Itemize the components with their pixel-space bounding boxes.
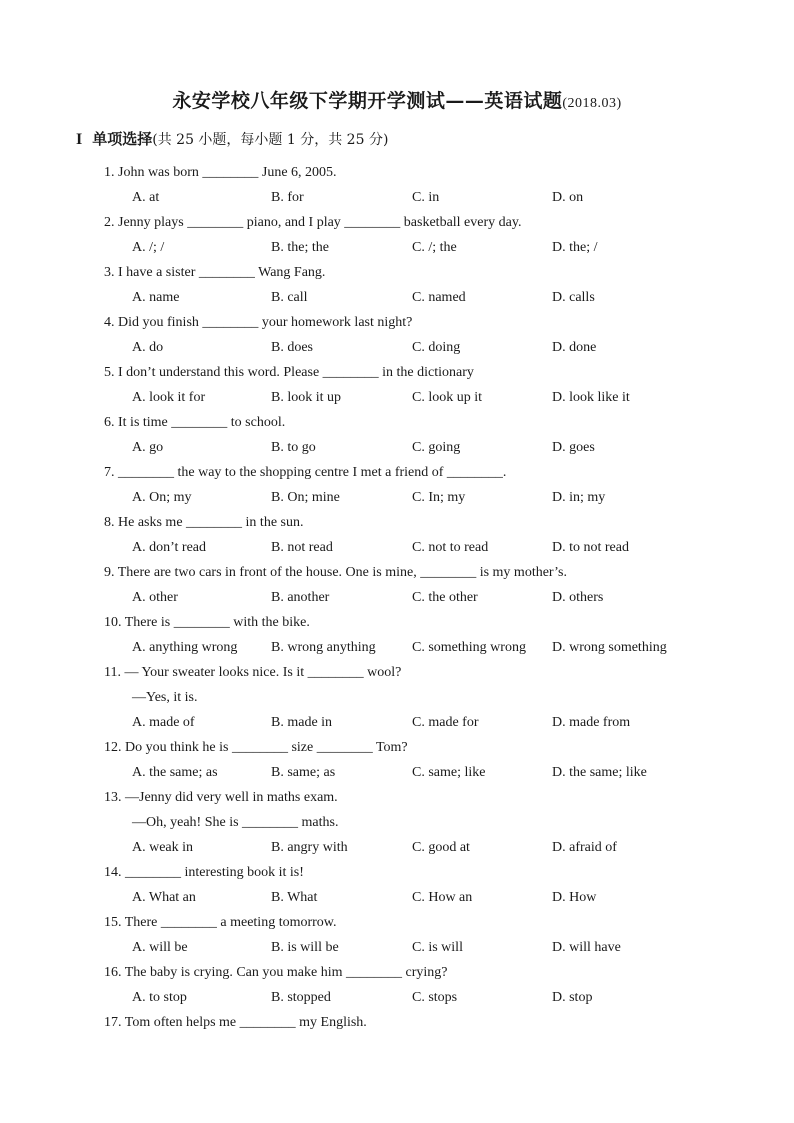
answer-option: A. the same; as <box>132 765 218 780</box>
answer-option: A. don’t read <box>132 540 206 555</box>
question-item <box>104 460 724 510</box>
question-item <box>104 960 724 1010</box>
answer-option: C. something wrong <box>412 640 526 655</box>
question-item <box>104 785 724 860</box>
section-note: (共 25 小题，每小题 1 分，共 25 分) <box>152 132 389 148</box>
answer-option: D. wrong something <box>552 640 667 655</box>
answer-option: A. made of <box>132 715 195 730</box>
question-stem: 5. I don’t understand this word. Please ________ in the dictionary <box>104 365 474 380</box>
answer-option: D. calls <box>552 290 595 305</box>
answer-option: B. angry with <box>271 840 348 855</box>
question-stem: 15. There ________ a meeting tomorrow. <box>104 915 337 930</box>
answer-option: B. another <box>271 590 330 605</box>
question-item <box>104 210 724 260</box>
answer-option: D. on <box>552 190 584 205</box>
answer-option: C. How an <box>412 890 473 905</box>
question-item <box>104 610 724 660</box>
answer-options <box>104 335 724 360</box>
answer-option: A. look it for <box>132 390 206 405</box>
answer-option: B. does <box>271 340 313 355</box>
answer-option: B. the; the <box>271 240 329 255</box>
answer-option: C. not to read <box>412 540 489 555</box>
question-dialogue-line: —Yes, it is. <box>132 690 198 705</box>
question-item <box>104 910 724 960</box>
question-stem: 1. John was born ________ June 6, 2005. <box>104 165 337 180</box>
answer-options <box>104 185 724 210</box>
section-heading <box>76 128 388 149</box>
answer-option: C. In; my <box>412 490 466 505</box>
question-stem: 13. —Jenny did very well in maths exam. <box>104 790 338 805</box>
answer-option: D. done <box>552 340 597 355</box>
answer-options <box>104 585 724 610</box>
answer-options <box>104 235 724 260</box>
answer-option: C. look up it <box>412 390 483 405</box>
answer-option: C. in <box>412 190 440 205</box>
question-item <box>104 860 724 910</box>
answer-options <box>104 985 724 1010</box>
answer-option: A. will be <box>132 940 188 955</box>
answer-options <box>104 285 724 310</box>
question-stem: 12. Do you think he is ________ size ________ Tom? <box>104 740 408 755</box>
question-stem: 7. ________ the way to the shopping centre I met a friend of ________. <box>104 465 507 480</box>
answer-options <box>104 535 724 560</box>
answer-options <box>104 885 724 910</box>
answer-option: C. good at <box>412 840 470 855</box>
answer-options <box>104 485 724 510</box>
answer-option: C. named <box>412 290 466 305</box>
question-stem: 10. There is ________ with the bike. <box>104 615 310 630</box>
question-stem: 9. There are two cars in front of the house. One is mine, ________ is my mother’s. <box>104 565 567 580</box>
answer-options <box>104 635 724 660</box>
question-stem: 11. — Your sweater looks nice. Is it ________ wool? <box>104 665 402 680</box>
answer-options <box>104 435 724 460</box>
answer-option: A. go <box>132 440 164 455</box>
answer-option: C. going <box>412 440 461 455</box>
answer-option: D. How <box>552 890 597 905</box>
answer-option: B. to go <box>271 440 316 455</box>
question-stem: 6. It is time ________ to school. <box>104 415 286 430</box>
answer-option: B. look it up <box>271 390 342 405</box>
answer-option: B. wrong anything <box>271 640 376 655</box>
answer-options <box>104 760 724 785</box>
answer-option: B. stopped <box>271 990 331 1005</box>
section-name: 单项选择 <box>92 130 153 148</box>
answer-option: A. at <box>132 190 160 205</box>
answer-option: B. made in <box>271 715 333 730</box>
answer-options <box>104 710 724 735</box>
page-title <box>0 86 794 113</box>
answer-option: D. made from <box>552 715 631 730</box>
answer-option: D. the; / <box>552 240 598 255</box>
answer-option: A. name <box>132 290 180 305</box>
answer-option: A. do <box>132 340 164 355</box>
answer-option: D. others <box>552 590 604 605</box>
answer-option: A. weak in <box>132 840 194 855</box>
answer-option: D. the same; like <box>552 765 647 780</box>
answer-option: D. look like it <box>552 390 630 405</box>
answer-option: C. same; like <box>412 765 486 780</box>
answer-option: B. for <box>271 190 304 205</box>
question-item <box>104 260 724 310</box>
question-item <box>104 560 724 610</box>
question-stem: 14. ________ interesting book it is! <box>104 865 304 880</box>
answer-option: B. is will be <box>271 940 339 955</box>
question-stem: 8. He asks me ________ in the sun. <box>104 515 304 530</box>
question-stem: 3. I have a sister ________ Wang Fang. <box>104 265 326 280</box>
answer-option: C. doing <box>412 340 461 355</box>
question-dialogue-line: —Oh, yeah! She is ________ maths. <box>132 815 339 830</box>
answer-option: A. On; my <box>132 490 192 505</box>
exam-date: (2018.03) <box>562 96 622 111</box>
answer-option: C. /; the <box>412 240 457 255</box>
question-item <box>104 510 724 560</box>
answer-option: B. On; mine <box>271 490 340 505</box>
question-stem: 2. Jenny plays ________ piano, and I play ________ basketball every day. <box>104 215 522 230</box>
answer-option: A. other <box>132 590 178 605</box>
question-item <box>104 735 724 785</box>
question-stem: 17. Tom often helps me ________ my English. <box>104 1015 367 1030</box>
answer-option: D. goes <box>552 440 595 455</box>
answer-option: C. stops <box>412 990 458 1005</box>
answer-option: A. anything wrong <box>132 640 238 655</box>
question-stem: 16. The baby is crying. Can you make him ________ crying? <box>104 965 448 980</box>
answer-option: A. to stop <box>132 990 187 1005</box>
question-item <box>104 360 724 410</box>
answer-option: D. in; my <box>552 490 606 505</box>
answer-option: B. not read <box>271 540 333 555</box>
question-item <box>104 160 724 210</box>
question-list <box>104 160 724 1035</box>
question-item <box>104 660 724 735</box>
answer-options <box>104 385 724 410</box>
question-item <box>104 1010 724 1035</box>
answer-option: B. same; as <box>271 765 336 780</box>
answer-options <box>104 935 724 960</box>
answer-option: A. /; / <box>132 240 165 255</box>
question-item <box>104 310 724 360</box>
question-stem: 4. Did you finish ________ your homework last night? <box>104 315 413 330</box>
answer-option: D. will have <box>552 940 621 955</box>
answer-option: D. to not read <box>552 540 629 555</box>
question-item <box>104 410 724 460</box>
answer-option: D. afraid of <box>552 840 617 855</box>
answer-option: D. stop <box>552 990 593 1005</box>
section-number: I <box>76 131 83 148</box>
answer-option: B. call <box>271 290 308 305</box>
answer-option: B. What <box>271 890 318 905</box>
answer-option: C. is will <box>412 940 463 955</box>
answer-option: A. What an <box>132 890 196 905</box>
exam-title: 永安学校八年级下学期开学测试——英语试题 <box>172 90 563 112</box>
answer-options <box>104 835 724 860</box>
answer-option: C. the other <box>412 590 478 605</box>
answer-option: C. made for <box>412 715 479 730</box>
